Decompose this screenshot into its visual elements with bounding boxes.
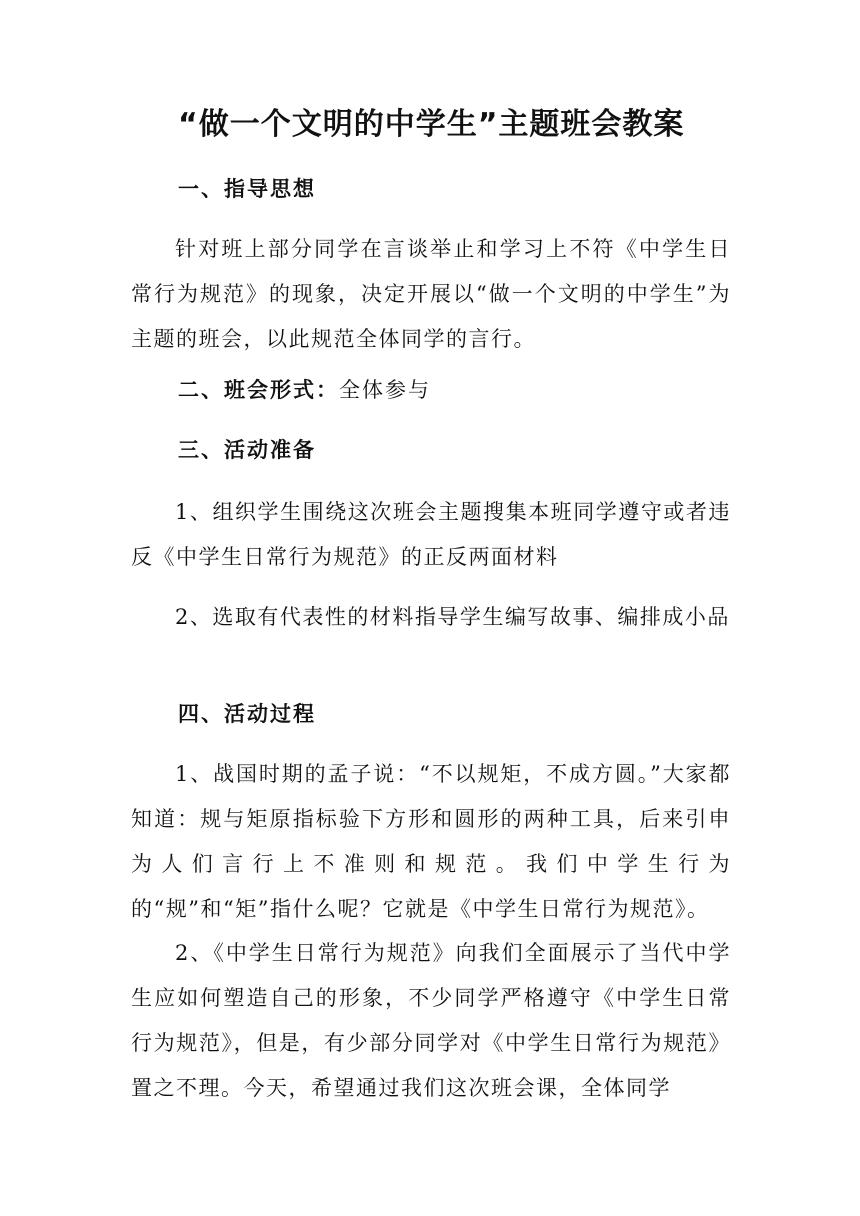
section-heading-meeting-format bbox=[178, 374, 431, 406]
section-heading-guiding-thought: 一、指导思想 bbox=[178, 177, 316, 201]
section-heading-preparation: 三、活动准备 bbox=[178, 438, 316, 462]
paragraph-guiding-thought: 针对班上部分同学在言谈举止和学习上不符《中学生日常行为规范》的现象，决定开展以“做一个文明的中学生”为主题的班会，以此规范全体同学的言行。 bbox=[131, 237, 731, 351]
preparation-item-2: 2、选取有代表性的材料指导学生编写故事、编排成小品 bbox=[175, 605, 730, 629]
section-heading-activity-process: 四、活动过程 bbox=[178, 702, 316, 726]
meeting-format-label: 二、班会形式： bbox=[178, 378, 339, 402]
preparation-item-1: 1、组织学生围绕这次班会主题搜集本班同学遵守或者违反《中学生日常行为规范》的正反两面材料 bbox=[131, 500, 731, 569]
meeting-format-value: 全体参与 bbox=[339, 378, 431, 402]
process-item-1: 1、战国时期的孟子说：“不以规矩，不成方圆。”大家都知道：规与矩原指标验下方形和圆形的两种工具，后来引申为人们言行上不准则和规范。我们中学生行为的“规”和“矩”指什么呢？它就是《中学生日常行为规范》。 bbox=[131, 762, 731, 921]
document-title: “做一个文明的中学生”主题班会教案 bbox=[178, 107, 685, 142]
process-item-2: 2、《中学生日常行为规范》向我们全面展示了当代中学生应如何塑造自己的形象，不少同学严格遵守《中学生日常行为规范》，但是，有少部分同学对《中学生日常行为规范》置之不理。今天，希望通过我们这次班会课，全体同学 bbox=[131, 941, 731, 1100]
